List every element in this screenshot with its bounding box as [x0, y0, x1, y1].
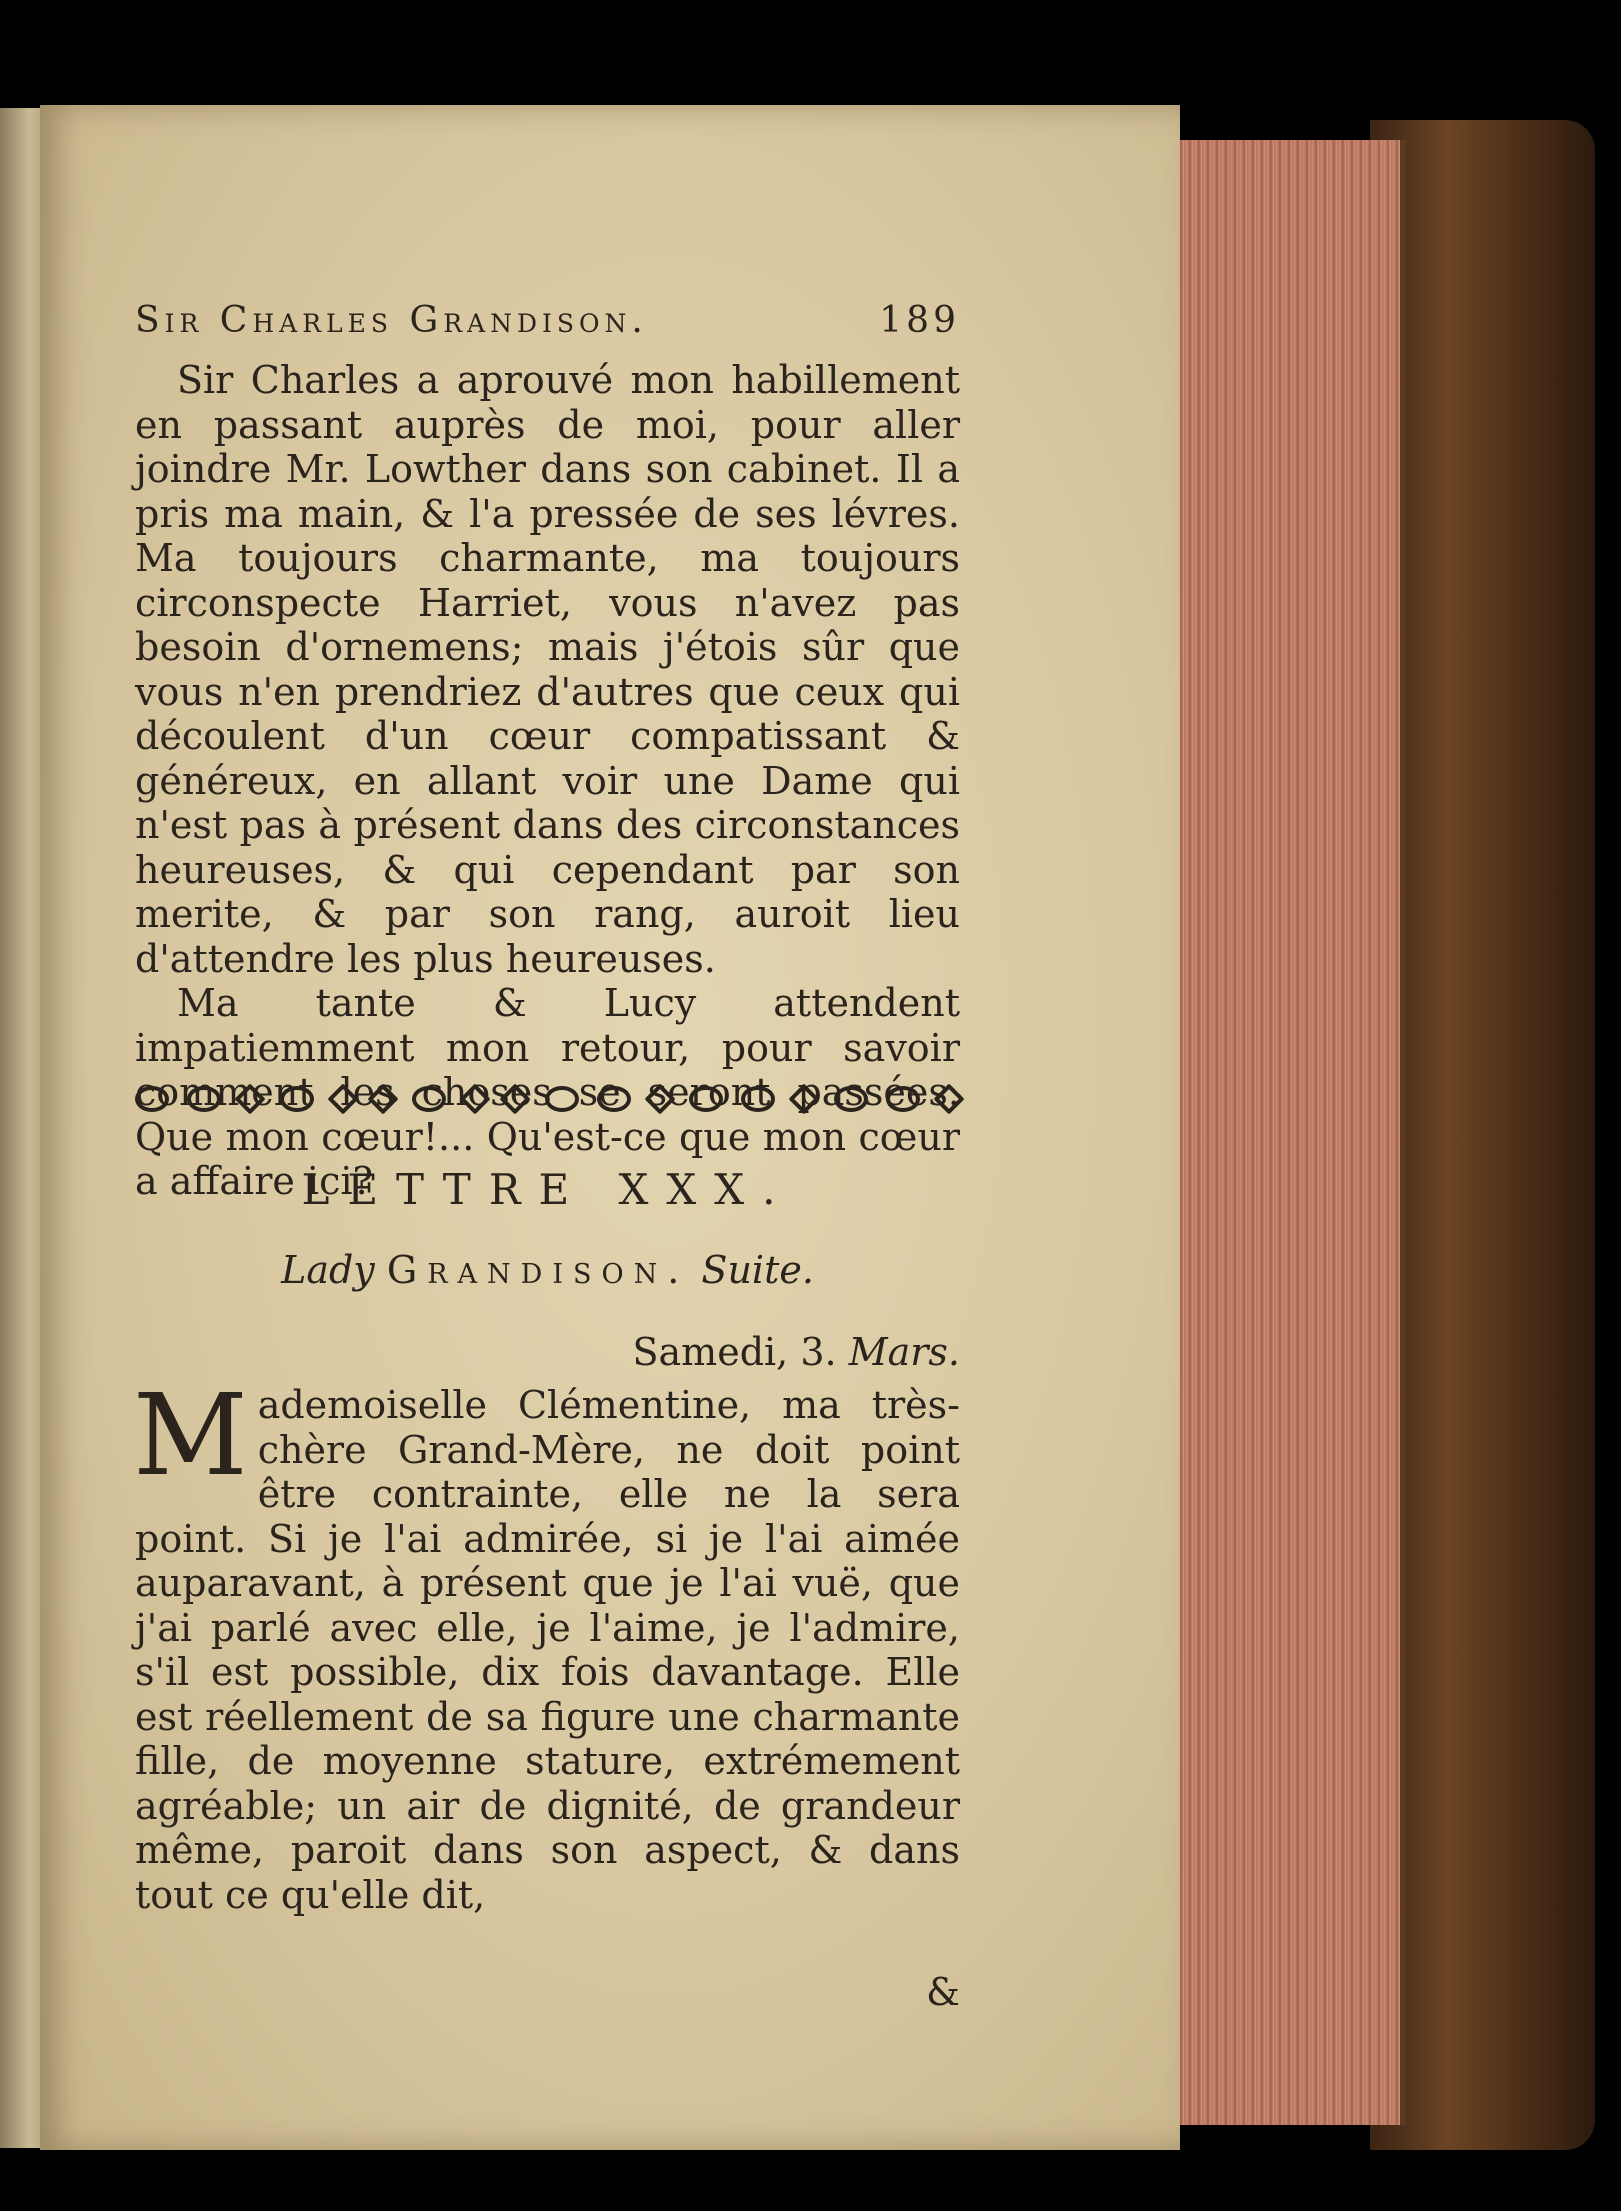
- letter-body: [133, 1371, 960, 1917]
- subtitle-lady: Lady: [281, 1248, 375, 1292]
- catchword: &: [926, 1970, 960, 2014]
- drop-cap: M: [133, 1371, 248, 1501]
- letter-subtitle: [135, 1248, 960, 1292]
- body-text: [135, 358, 960, 1204]
- paragraph: Ma tante & Lucy attendent impatiemment mon retour, pour savoir comment les choses se seront passées. Que mon cœur!... Qu'est-ce que mon cœur a affaire ici?: [135, 981, 960, 1203]
- ornament-divider: [135, 1078, 960, 1120]
- letter-title: LETTRE XXX.: [301, 1165, 794, 1214]
- date-month: Mars.: [848, 1330, 960, 1374]
- page-number: 189: [879, 300, 960, 341]
- running-title: Sir Charles Grandison.: [135, 300, 648, 341]
- paragraph: Sir Charles a aprouvé mon habillement en passant auprès de moi, pour aller joindre Mr. Lowther dans son cabinet. Il a pris ma main, & l'a pressée de ses lévres. Ma toujours charmante, ma toujours circonspecte Harriet, vous n'avez pas besoin d'ornemens; mais j'étois sûr que vous n'en prendriez d'autres que ceux qui découlent d'un cœur compatissant & généreux, en allant voir une Dame qui n'est pas à présent dans des circonstances heureuses, & qui cependant par son merite, & par son rang, auroit lieu d'attendre les plus heureuses.: [135, 358, 960, 981]
- date-text: Samedi, 3.: [632, 1330, 837, 1374]
- running-head: [135, 300, 960, 341]
- subtitle-name: Grandison.: [386, 1248, 690, 1292]
- letter-body-text: ademoiselle Clémentine, ma très-chère Grand-Mère, ne doit point être contrainte, elle ne la sera point. Si je l'ai admirée, si je l'ai aimée auparavant, à présent que je l'ai vuë, que j'ai parlé avec elle, je l'aime, je l'admire, s'il est possible, dix fois davantage. Elle est réellement de sa figure une charmante fille, de moyenne stature, extrémement agréable; un air de dignité, de grandeur même, paroit dans son aspect, & dans tout ce qu'elle dit,: [135, 1383, 960, 1917]
- dateline: [135, 1330, 960, 1374]
- subtitle-suite: Suite.: [701, 1248, 814, 1292]
- page-fore-edge: [1175, 140, 1406, 2125]
